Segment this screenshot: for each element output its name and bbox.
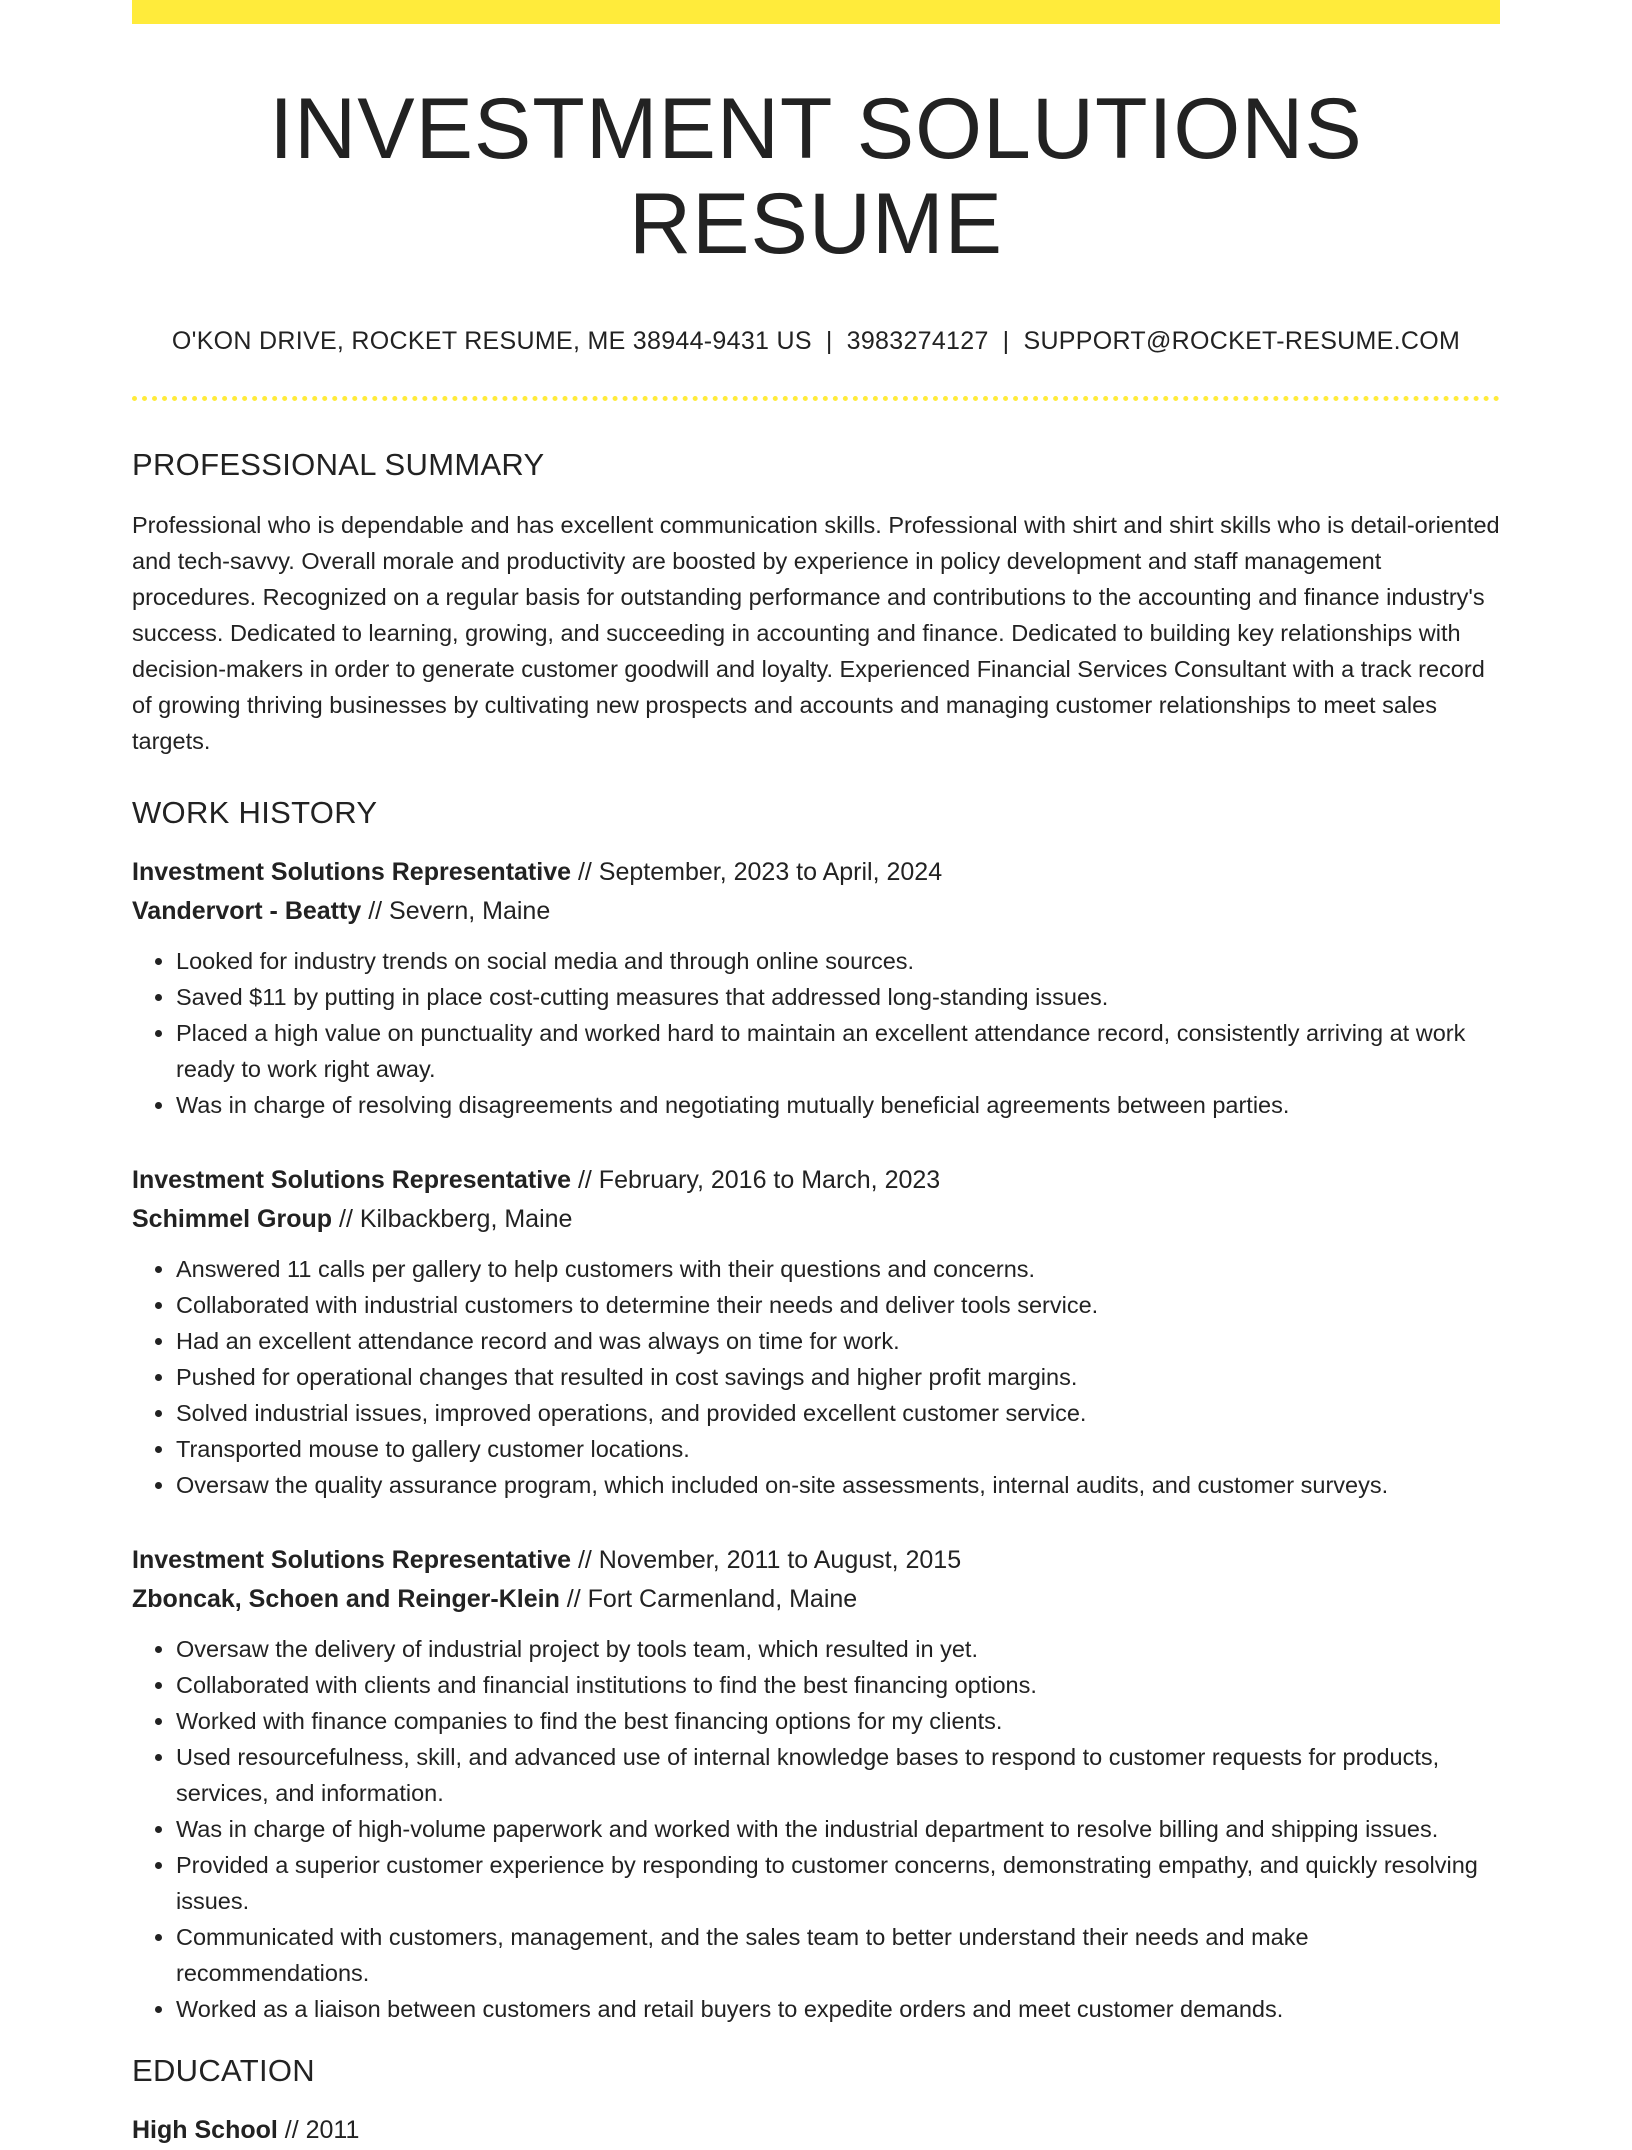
- education-entry: [132, 2111, 1500, 2150]
- job-bullet: • Saved $11 by putting in place cost-cutting measures that addressed long-standing issues.: [176, 979, 1500, 1015]
- job-bullet: • Collaborated with industrial customers to determine their needs and deliver tools service.: [176, 1287, 1500, 1323]
- job-bullets: [132, 1631, 1500, 2027]
- contact-separator: |: [1002, 327, 1010, 356]
- job-role-line: [132, 1541, 1500, 1580]
- job-location: // Kilbackberg, Maine: [332, 1205, 573, 1234]
- job-bullet: • Communicated with customers, management, and the sales team to better understand their needs and make recommendations.: [176, 1919, 1500, 1991]
- job-role-line: [132, 1161, 1500, 1200]
- job-role: Investment Solutions Representative: [132, 1166, 572, 1195]
- summary-heading: PROFESSIONAL SUMMARY: [132, 447, 545, 483]
- resume-page: [132, 0, 1500, 2150]
- contact-address: O'KON DRIVE, ROCKET RESUME, ME 38944-9431 US: [171, 327, 812, 356]
- job-bullet: • Pushed for operational changes that resulted in cost savings and higher profit margins.: [176, 1359, 1500, 1395]
- education-heading: EDUCATION: [132, 2053, 315, 2089]
- job-company: Vandervort - Beatty: [132, 897, 362, 926]
- job-bullet: • Answered 11 calls per gallery to help customers with their questions and concerns.: [176, 1251, 1500, 1287]
- education-year: // 2011: [277, 2116, 360, 2145]
- job-bullets: [132, 1251, 1500, 1503]
- contact-phone: 3983274127: [846, 327, 989, 356]
- job-bullet: • Worked with finance companies to find the best financing options for my clients.: [176, 1703, 1500, 1739]
- job-bullet: • Worked as a liaison between customers and retail buyers to expedite orders and meet customer demands.: [176, 1991, 1500, 2027]
- contact-separator: |: [825, 327, 833, 356]
- job-entry: [132, 1541, 1500, 2027]
- job-company-line: [132, 1580, 1500, 1619]
- job-bullet: • Provided a superior customer experience by responding to customer concerns, demonstrating empathy, and quickly resolving issues.: [176, 1847, 1500, 1919]
- job-company: Schimmel Group: [132, 1205, 333, 1234]
- job-company-line: [132, 892, 1500, 931]
- job-location: // Fort Carmenland, Maine: [559, 1585, 858, 1614]
- job-dates: // November, 2011 to August, 2015: [571, 1546, 962, 1575]
- top-accent-bar: [132, 0, 1500, 24]
- job-bullets: [132, 943, 1500, 1123]
- contact-email: SUPPORT@ROCKET-RESUME.COM: [1023, 327, 1461, 356]
- job-company: Zboncak, Schoen and Reinger-Klein: [132, 1585, 560, 1614]
- job-bullet: • Oversaw the quality assurance program, which included on-site assessments, internal audits, and customer surveys.: [176, 1467, 1500, 1503]
- job-bullet: • Collaborated with clients and financial institutions to find the best financing options.: [176, 1667, 1500, 1703]
- resume-title: INVESTMENT SOLUTIONS RESUME: [269, 81, 1363, 272]
- job-bullet: • Was in charge of resolving disagreements and negotiating mutually beneficial agreements between parties.: [176, 1087, 1500, 1123]
- job-bullet: • Placed a high value on punctuality and worked hard to maintain an excellent attendance record, consistently arriving at work ready to work right away.: [176, 1015, 1500, 1087]
- summary-text: Professional who is dependable and has excellent communication skills. Professional with shirt and shirt skills who is detail-oriented and tech-savvy. Overall morale and productivity are boosted by experience in policy development and staff management procedures. Recognized on a regular basis for outstanding performance and contributions to the accounting and finance industry's success. Dedicated to learning, growing, and succeeding in accounting and finance. Dedicated to building key relationships with decision-makers in order to generate customer goodwill and loyalty. Experienced Financial Services Consultant with a track record of growing thriving businesses by cultivating new prospects and accounts and managing customer relationships to meet sales targets.: [132, 512, 1500, 755]
- job-dates: // September, 2023 to April, 2024: [571, 858, 943, 887]
- job-role: Investment Solutions Representative: [132, 858, 572, 887]
- work-history-heading: WORK HISTORY: [132, 795, 378, 831]
- job-bullet: • Looked for industry trends on social media and through online sources.: [176, 943, 1500, 979]
- job-location: // Severn, Maine: [361, 897, 551, 926]
- contact-line: [132, 327, 1500, 356]
- job-role: Investment Solutions Representative: [132, 1546, 572, 1575]
- job-role-line: [132, 853, 1500, 892]
- job-bullet: • Oversaw the delivery of industrial project by tools team, which resulted in yet.: [176, 1631, 1500, 1667]
- job-bullet: • Transported mouse to gallery customer locations.: [176, 1431, 1500, 1467]
- job-bullet: • Used resourcefulness, skill, and advanced use of internal knowledge bases to respond to customer requests for products, services, and information.: [176, 1739, 1500, 1811]
- job-company-line: [132, 1200, 1500, 1239]
- job-bullet: • Was in charge of high-volume paperwork and worked with the industrial department to resolve billing and shipping issues.: [176, 1811, 1500, 1847]
- job-bullet: • Had an excellent attendance record and was always on time for work.: [176, 1323, 1500, 1359]
- job-entry: [132, 1161, 1500, 1503]
- education-degree: High School: [132, 2116, 278, 2145]
- job-bullet: • Solved industrial issues, improved operations, and provided excellent customer service.: [176, 1395, 1500, 1431]
- job-entry: [132, 853, 1500, 1123]
- dotted-divider: [132, 396, 1500, 401]
- job-dates: // February, 2016 to March, 2023: [571, 1166, 941, 1195]
